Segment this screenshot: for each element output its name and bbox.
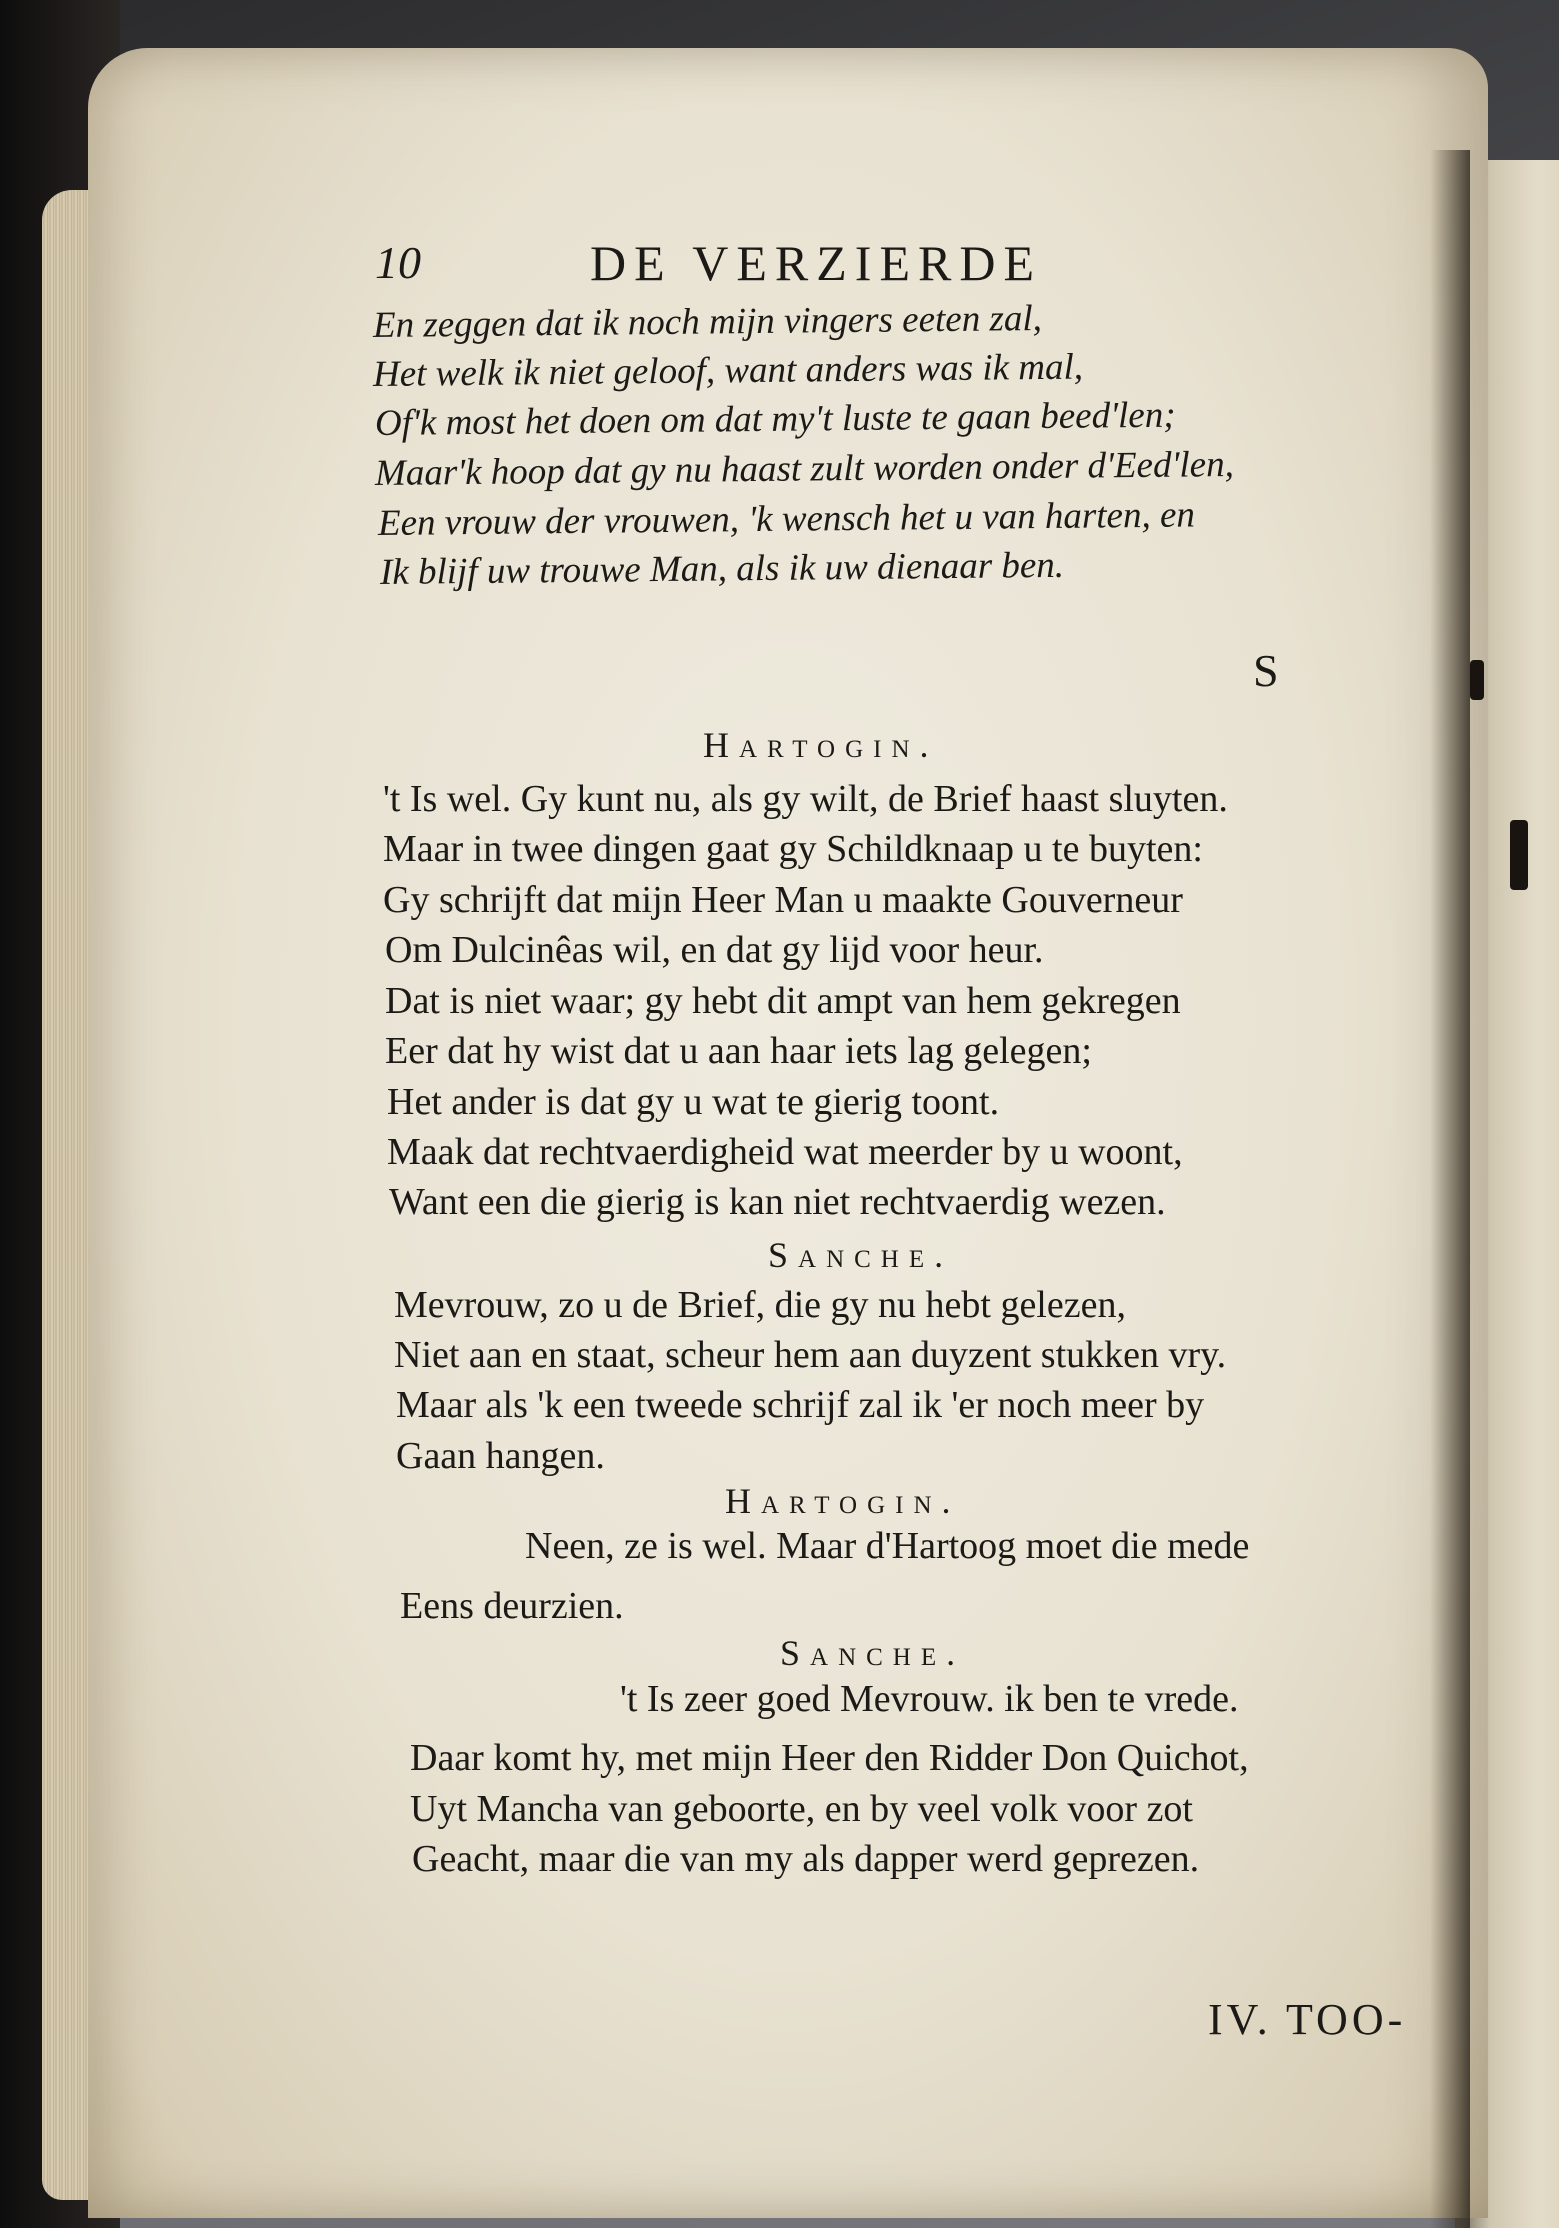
letter-line: Het welk ik niet geloof, want anders was ik mal, xyxy=(372,346,1084,395)
ink-mark xyxy=(1470,660,1484,700)
speaker-name: Sanche. xyxy=(768,1235,954,1275)
verse-line: Uyt Mancha van geboorte, en by veel volk voor zot xyxy=(410,1788,1193,1830)
verse-line: Het ander is dat gy u wat te gierig toont. xyxy=(387,1081,1000,1123)
letter-line: Een vrouw der vrouwen, 'k wensch het u van harten, en xyxy=(377,494,1196,544)
catchword: IV. TOO- xyxy=(1208,1995,1407,2044)
speaker-name: Hartogin. xyxy=(725,1481,961,1521)
verse-line: Eer dat hy wist dat u aan haar iets lag gelegen; xyxy=(385,1030,1092,1072)
letter-line: Ik blijf uw trouwe Man, als ik uw dienaar ben. xyxy=(379,544,1065,593)
verse-line: Maak dat rechtvaerdigheid wat meerder by u woont, xyxy=(387,1131,1183,1173)
verse-line: 't Is zeer goed Mevrouw. ik ben te vrede. xyxy=(620,1678,1239,1720)
letter-line: Maar'k hoop dat gy nu haast zult worden onder d'Eed'len, xyxy=(374,444,1235,494)
verse-line: Maar als 'k een tweede schrijf zal ik 'er noch meer by xyxy=(396,1384,1205,1426)
verse-line: 't Is wel. Gy kunt nu, als gy wilt, de Brief haast sluyten. xyxy=(383,778,1228,820)
speaker-name: Hartogin. xyxy=(703,725,939,765)
verse-line: Geacht, maar die van my als dapper werd geprezen. xyxy=(412,1838,1200,1880)
verse-line: Om Dulcinêas wil, en dat gy lijd voor heur. xyxy=(385,929,1044,971)
verse-line: Dat is niet waar; gy hebt dit ampt van hem gekregen xyxy=(385,980,1181,1022)
verse-line: Maar in twee dingen gaat gy Schildknaap u te buyten: xyxy=(383,828,1203,870)
verse-line: Daar komt hy, met mijn Heer den Ridder Don Quichot, xyxy=(410,1737,1249,1779)
gutter-shadow xyxy=(1430,150,1470,2228)
verse-line: Eens deurzien. xyxy=(400,1585,624,1627)
signature-mark: S xyxy=(1253,645,1279,696)
running-title: DE VERZIERDE xyxy=(590,235,1042,291)
verse-line: Gaan hangen. xyxy=(396,1435,605,1477)
ink-mark xyxy=(1510,820,1528,890)
verse-line: Neen, ze is wel. Maar d'Hartoog moet die mede xyxy=(525,1525,1250,1567)
letter-line: Of'k most het doen om dat my't luste te gaan beed'len; xyxy=(374,394,1176,444)
verse-line: Niet aan en staat, scheur hem aan duyzent stukken vry. xyxy=(394,1334,1227,1376)
verse-line: Want een die gierig is kan niet rechtvaerdig wezen. xyxy=(389,1181,1166,1223)
letter-line: En zeggen dat ik noch mijn vingers eeten zal, xyxy=(372,297,1043,346)
page-number: 10 xyxy=(375,237,421,288)
verse-line: Mevrouw, zo u de Brief, die gy nu hebt gelezen, xyxy=(394,1284,1126,1326)
speaker-name: Sanche. xyxy=(780,1633,966,1673)
verse-line: Gy schrijft dat mijn Heer Man u maakte Gouverneur xyxy=(383,879,1183,921)
